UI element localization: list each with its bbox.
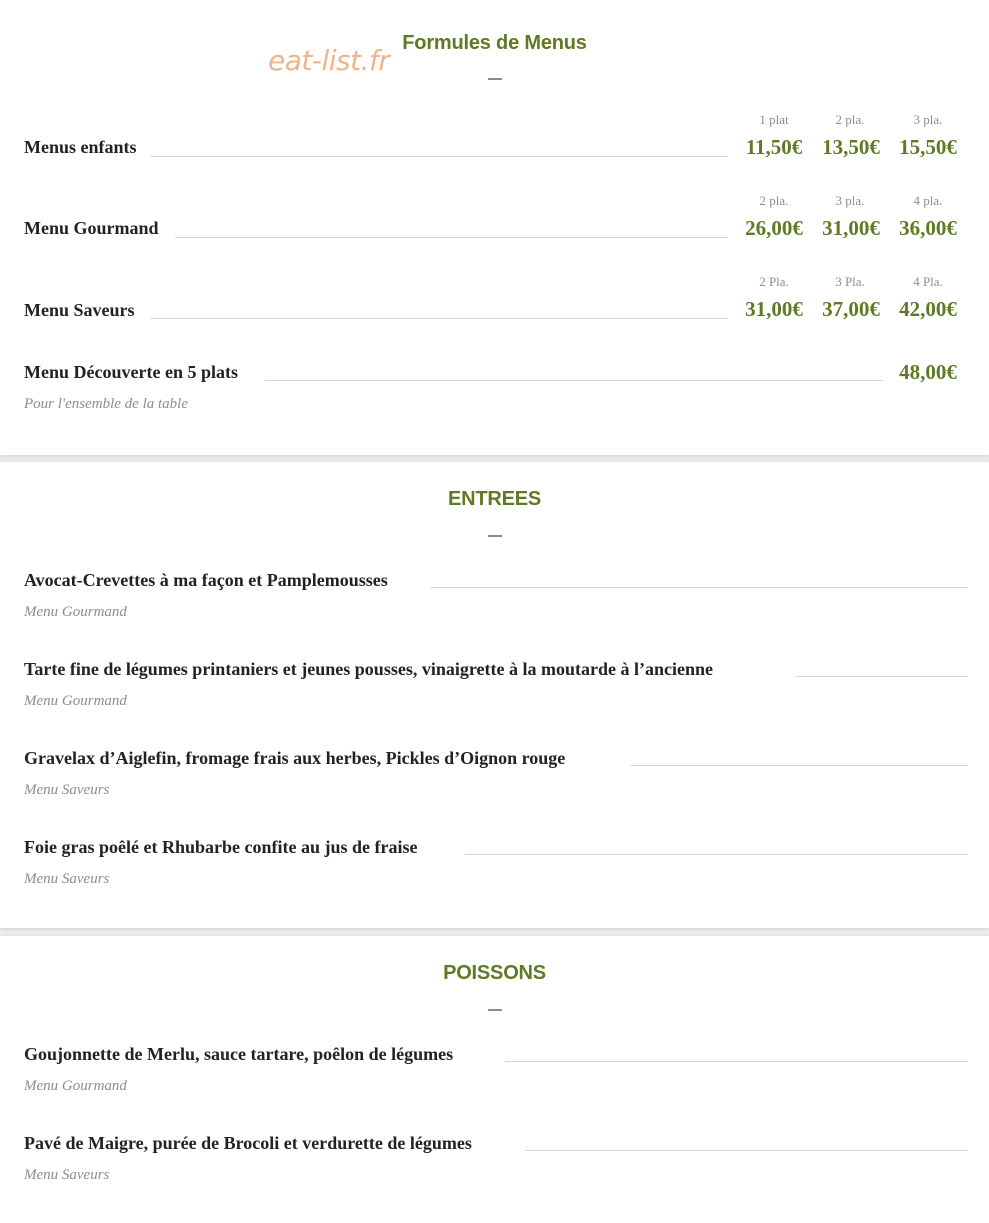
price: 11,50€ [745, 135, 803, 159]
dish-name: Goujonnette de Merlu, sauce tartare, poêlon de légumes [24, 1044, 461, 1065]
price: 13,50€ [822, 135, 880, 159]
leader-line [150, 318, 728, 319]
leader-line [525, 1150, 968, 1151]
poissons-section [0, 936, 989, 1223]
dish-note: Menu Gourmand [24, 1078, 127, 1094]
dish-name: Tarte fine de légumes printaniers et jeunes pousses, vinaigrette à la moutarde à l’ancienne [24, 659, 721, 680]
portion-label: 3 Pla. [835, 274, 865, 289]
price: 26,00€ [745, 216, 803, 240]
leader-line [630, 765, 968, 766]
portion-label: 2 Pla. [759, 274, 789, 289]
portion-label: 4 Pla. [913, 274, 943, 289]
price: 42,00€ [899, 297, 957, 321]
menu-name: Menu Découverte en 5 plats [24, 362, 246, 383]
title-divider [488, 535, 502, 537]
formules-section [0, 0, 989, 455]
dish-note: Menu Saveurs [24, 871, 110, 887]
section-title-formules: Formules de Menus [402, 32, 587, 54]
menu-name: Menu Gourmand [24, 218, 167, 239]
price: 31,00€ [745, 297, 803, 321]
menu-name: Menu Saveurs [24, 300, 143, 321]
portion-label: 4 pla. [913, 193, 943, 208]
dish-name: Pavé de Maigre, purée de Brocoli et verdurette de légumes [24, 1133, 480, 1154]
price: 37,00€ [822, 297, 880, 321]
price: 48,00€ [899, 360, 957, 384]
dish-name: Foie gras poêlé et Rhubarbe confite au jus de fraise [24, 837, 425, 858]
dish-note: Menu Gourmand [24, 604, 127, 620]
portion-label: 2 pla. [759, 193, 789, 208]
leader-line [795, 676, 968, 677]
portion-label: 2 pla. [835, 112, 865, 127]
leader-line [465, 854, 968, 855]
leader-line [175, 237, 728, 238]
dish-note: Menu Saveurs [24, 782, 110, 798]
section-title-entrees: ENTREES [447, 488, 542, 510]
menu-name: Menus enfants [24, 137, 145, 158]
section-title-poissons: POISSONS [443, 962, 546, 984]
leader-line [265, 380, 883, 381]
price: 15,50€ [899, 135, 957, 159]
leader-line [430, 587, 968, 588]
portion-label: 3 pla. [913, 112, 943, 127]
entrees-section [0, 462, 989, 928]
leader-line [505, 1061, 968, 1062]
title-divider [488, 1009, 502, 1011]
watermark: eat-list.fr [268, 44, 390, 77]
price: 36,00€ [899, 216, 957, 240]
dish-name: Avocat-Crevettes à ma façon et Pamplemousses [24, 570, 396, 591]
dish-note: Menu Gourmand [24, 693, 127, 709]
title-divider [488, 78, 502, 80]
portion-label: 1 plat [759, 112, 789, 127]
menu-note: Pour l'ensemble de la table [24, 396, 189, 412]
dish-name: Gravelax d’Aiglefin, fromage frais aux herbes, Pickles d’Oignon rouge [24, 748, 573, 769]
dish-note: Menu Saveurs [24, 1167, 110, 1183]
leader-line [150, 156, 728, 157]
price: 31,00€ [822, 216, 880, 240]
portion-label: 3 pla. [835, 193, 865, 208]
